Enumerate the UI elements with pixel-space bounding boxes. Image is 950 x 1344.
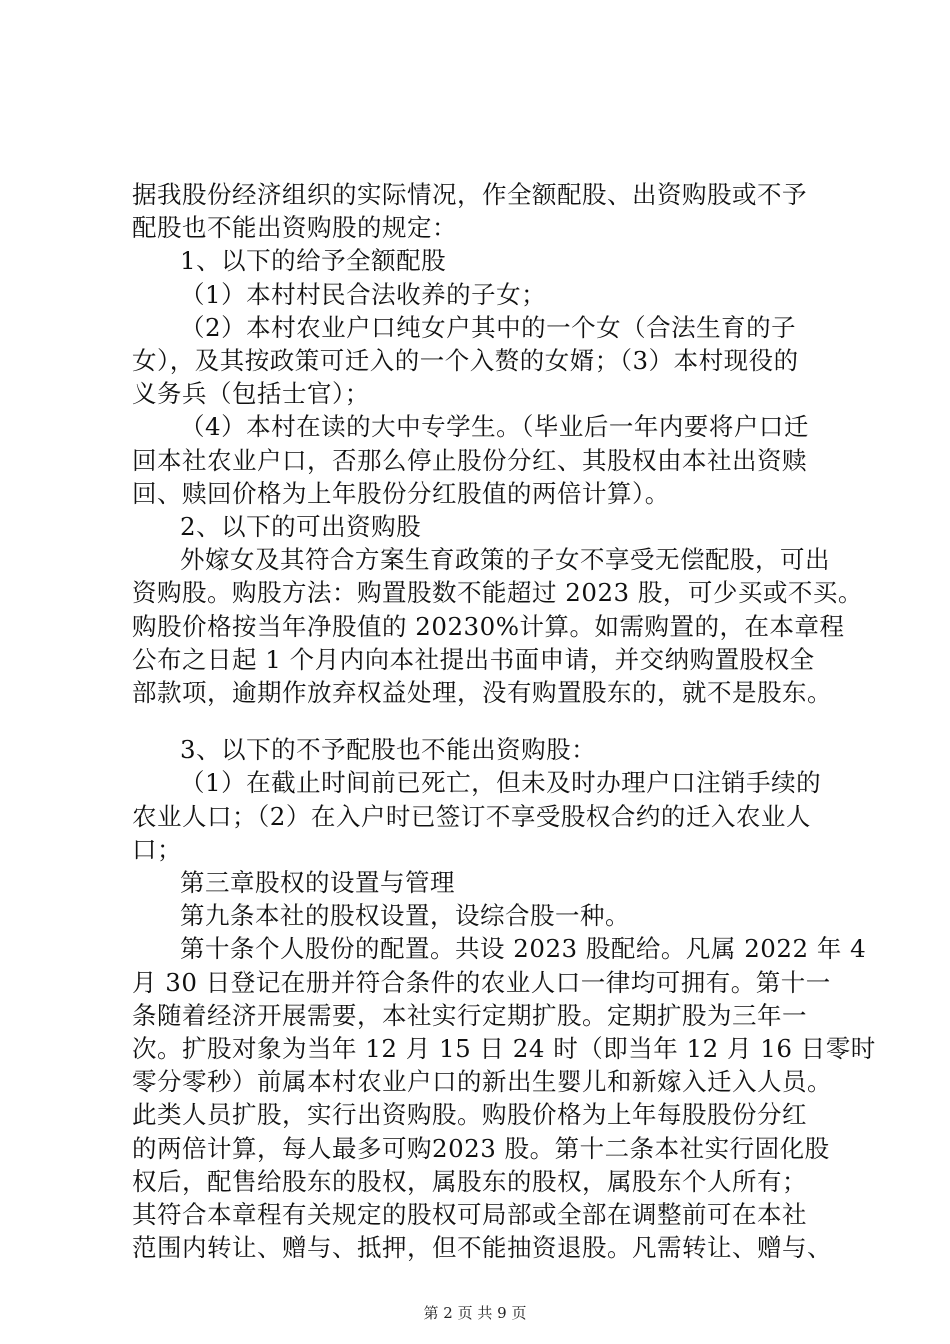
text-line: 1、以下的给予全额配股	[180, 246, 447, 275]
text-line: 回、赎回价格为上年股份分红股值的两倍计算）。	[132, 479, 670, 508]
text-line: 次。扩股对象为当年 12 月 15 日 24 时（即当年 12 月 16 日零时	[132, 1034, 876, 1063]
text-line: 此类人员扩股，实行出资购股。购股价格为上年每股股份分红	[132, 1100, 807, 1129]
text-line: 2、以下的可出资购股	[180, 512, 422, 541]
text-line: 第十条个人股份的配置。共设 2023 股配给。凡属 2022 年 4	[180, 934, 867, 963]
text-line: 农业人口；（2）在入户时已签订不享受股权合约的迁入农业人	[132, 802, 811, 831]
text-line: 口；	[132, 835, 182, 864]
text-line: 第九条本社的股权设置，设综合股一种。	[180, 901, 630, 930]
text-line: 据我股份经济组织的实际情况，作全额配股、出资购股或不予	[132, 180, 807, 209]
text-line: （1）本村村民合法收养的子女；	[180, 280, 547, 309]
text-line: 回本社农业户口，否那么停止股份分红、其股权由本社出资赎	[132, 446, 807, 475]
text-line: 月 30 日登记在册并符合条件的农业人口一律均可拥有。第十一	[132, 968, 831, 997]
text-line: 配股也不能出资购股的规定：	[132, 213, 457, 242]
text-line: （4）本村在读的大中专学生。（毕业后一年内要将户口迁	[180, 412, 809, 441]
text-line: （2）本村农业户口纯女户其中的一个女（合法生育的子	[180, 313, 797, 342]
text-line: 权后，配售给股东的股权，属股东的股权，属股东个人所有；	[132, 1167, 807, 1196]
text-line: 购股价格按当年净股值的 20230%计算。如需购置的，在本章程	[132, 612, 845, 641]
text-line: 3、以下的不予配股也不能出资购股：	[180, 735, 597, 764]
text-line: 公布之日起 1 个月内向本社提出书面申请，并交纳购置股权全	[132, 645, 815, 674]
text-line: 零分零秒）前属本村农业户口的新出生婴儿和新嫁入迁入人员。	[132, 1067, 832, 1096]
text-line: 其符合本章程有关规定的股权可局部或全部在调整前可在本社	[132, 1200, 807, 1229]
text-line: 资购股。购股方法：购置股数不能超过 2023 股，可少买或不买。	[132, 578, 863, 607]
text-line: 外嫁女及其符合方案生育政策的子女不享受无偿配股，可出	[180, 545, 830, 574]
text-line: 部款项，逾期作放弃权益处理，没有购置股东的，就不是股东。	[132, 678, 832, 707]
text-line: 的两倍计算，每人最多可购2023 股。第十二条本社实行固化股	[132, 1134, 830, 1163]
page-number-footer: 第 2 页 共 9 页	[423, 1304, 527, 1322]
text-line: 条随着经济开展需要，本社实行定期扩股。定期扩股为三年一	[132, 1001, 807, 1030]
text-line: （1）在截止时间前已死亡，但未及时办理户口注销手续的	[180, 768, 822, 797]
text-line: 义务兵（包括士官）；	[132, 379, 370, 408]
chapter-heading: 第三章股权的设置与管理	[180, 868, 455, 897]
text-line: 女），及其按政策可迁入的一个入赘的女婿；（3）本村现役的	[132, 346, 799, 375]
text-line: 范围内转让、赠与、抵押，但不能抽资退股。凡需转让、赠与、	[132, 1233, 832, 1262]
